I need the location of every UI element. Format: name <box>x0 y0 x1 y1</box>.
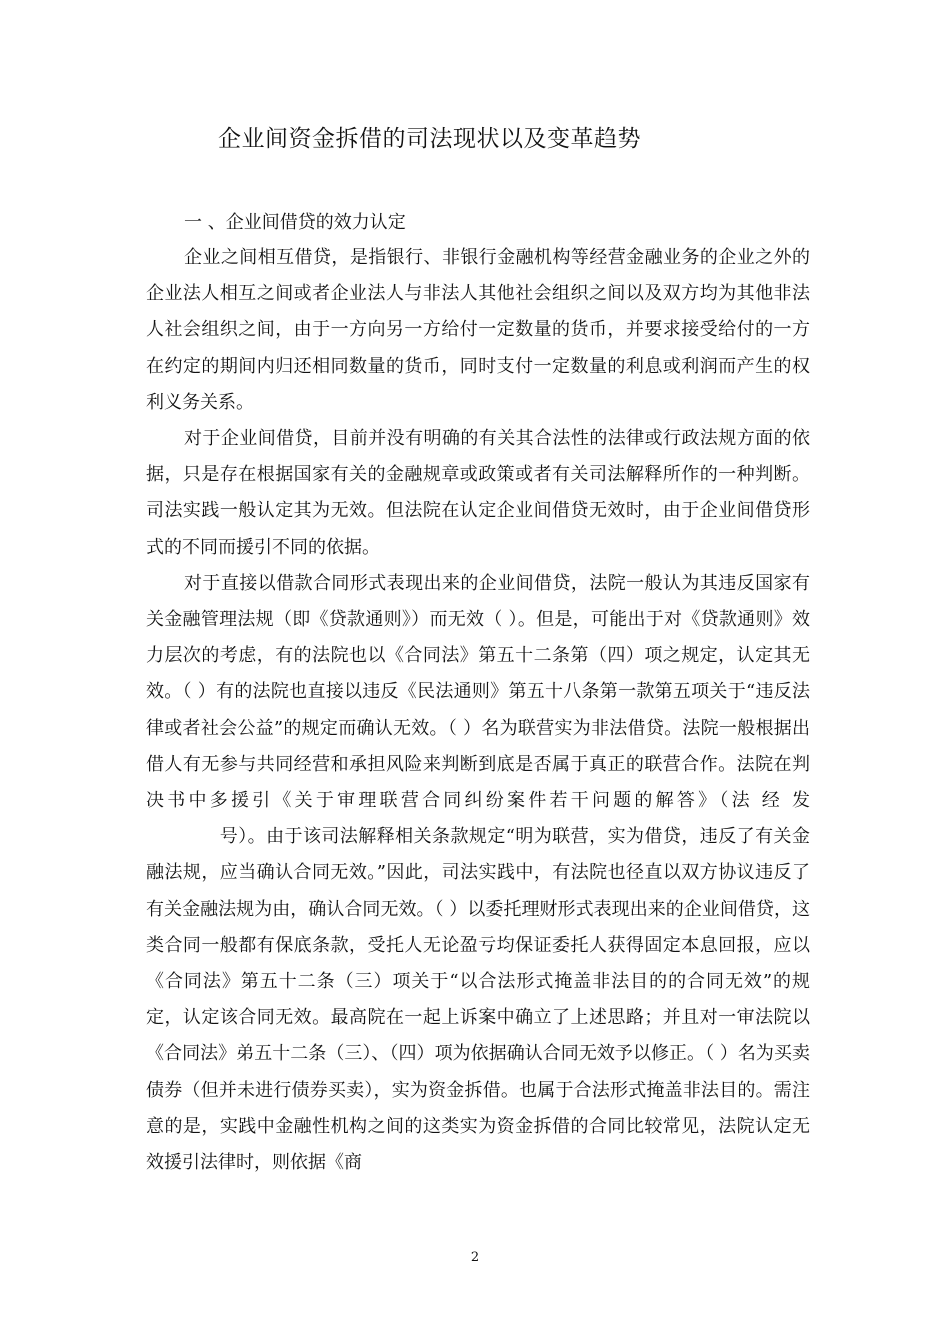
paragraph-definition: 企业之间相互借贷，是指银行、非银行金融机构等经营金融业务的企业之外的企业法人相互之间或者企业法人与非法人其他社会组织之间以及双方均为其他非法人社会组织之间，由于一方向另一方给付一定数量的货币，并要求接受给付的一方在约定的期间内归还相同数量的货币，同时支付一定数量的利息或利润而产生的权利义务关系。 <box>146 247 810 413</box>
body-text <box>146 240 810 1181</box>
paragraph-legal-basis: 对于企业间借贷，目前并没有明确的有关其合法性的法律或行政法规方面的依据，只是存在根据国家有关的金融规章或政策或者有关司法解释所作的一种判断。司法实践一般认定其为无效。但法院在认定企业间借贷无效时，由于企业间借贷形式的不同而援引不同的依据。 <box>146 428 810 558</box>
section-heading: 一 、企业间借贷的效力认定 <box>184 212 406 233</box>
page-number: 2 <box>470 1250 480 1265</box>
page-title: 企业间资金拆借的司法现状以及变革趋势 <box>218 126 641 152</box>
paragraph-court-practice: 对于直接以借款合同形式表现出来的企业间借贷，法院一般认为其违反国家有关金融管理法规（即《贷款通则》）而无效（ ）。但是，可能出于对《贷款通则》效力层次的考虑，有的法院也以《合同法》第五十二条第（四）项之规定，认定其无效。（ ）有的法院也直接以违反《民法通则》第五十八条第一款第五项关于“违反法律或者社会公益”的规定而确认无效。（ ）名为联营实为非法借贷。法院一般根据出借人有无参与共同经营和承担风险来判断到底是否属于真正的联营合作。法院在判决书中多援引《关于审理联营合同纠纷案件若干问题的解答》（法 经 发 号）。由于该司法解释相关条款规定“明为联营，实为借贷，违反了有关金融法规，应当确认合同无效。”因此，司法实践中，有法院也径直以双方协议违反了有关金融法规为由，确认合同无效。（ ）以委托理财形式表现出来的企业间借贷，这类合同一般都有保底条款，受托人无论盈亏均保证委托人获得固定本息回报，应以《合同法》第五十二条（三）项关于“以合法形式掩盖非法目的的合同无效”的规定，认定该合同无效。最高院在一起上诉案中确立了上述思路；并且对一审法院以《合同法》弟五十二条（三）、（四）项为依据确认合同无效予以修正。（ ）名为买卖债券（但并未进行债券买卖），实为资金拆借。也属于合法形式掩盖非法目的。需注意的是，实践中金融性机构之间的这类实为资金拆借的合同比较常见，法院认定无效援引法律时，则依据《商 <box>146 572 810 1174</box>
